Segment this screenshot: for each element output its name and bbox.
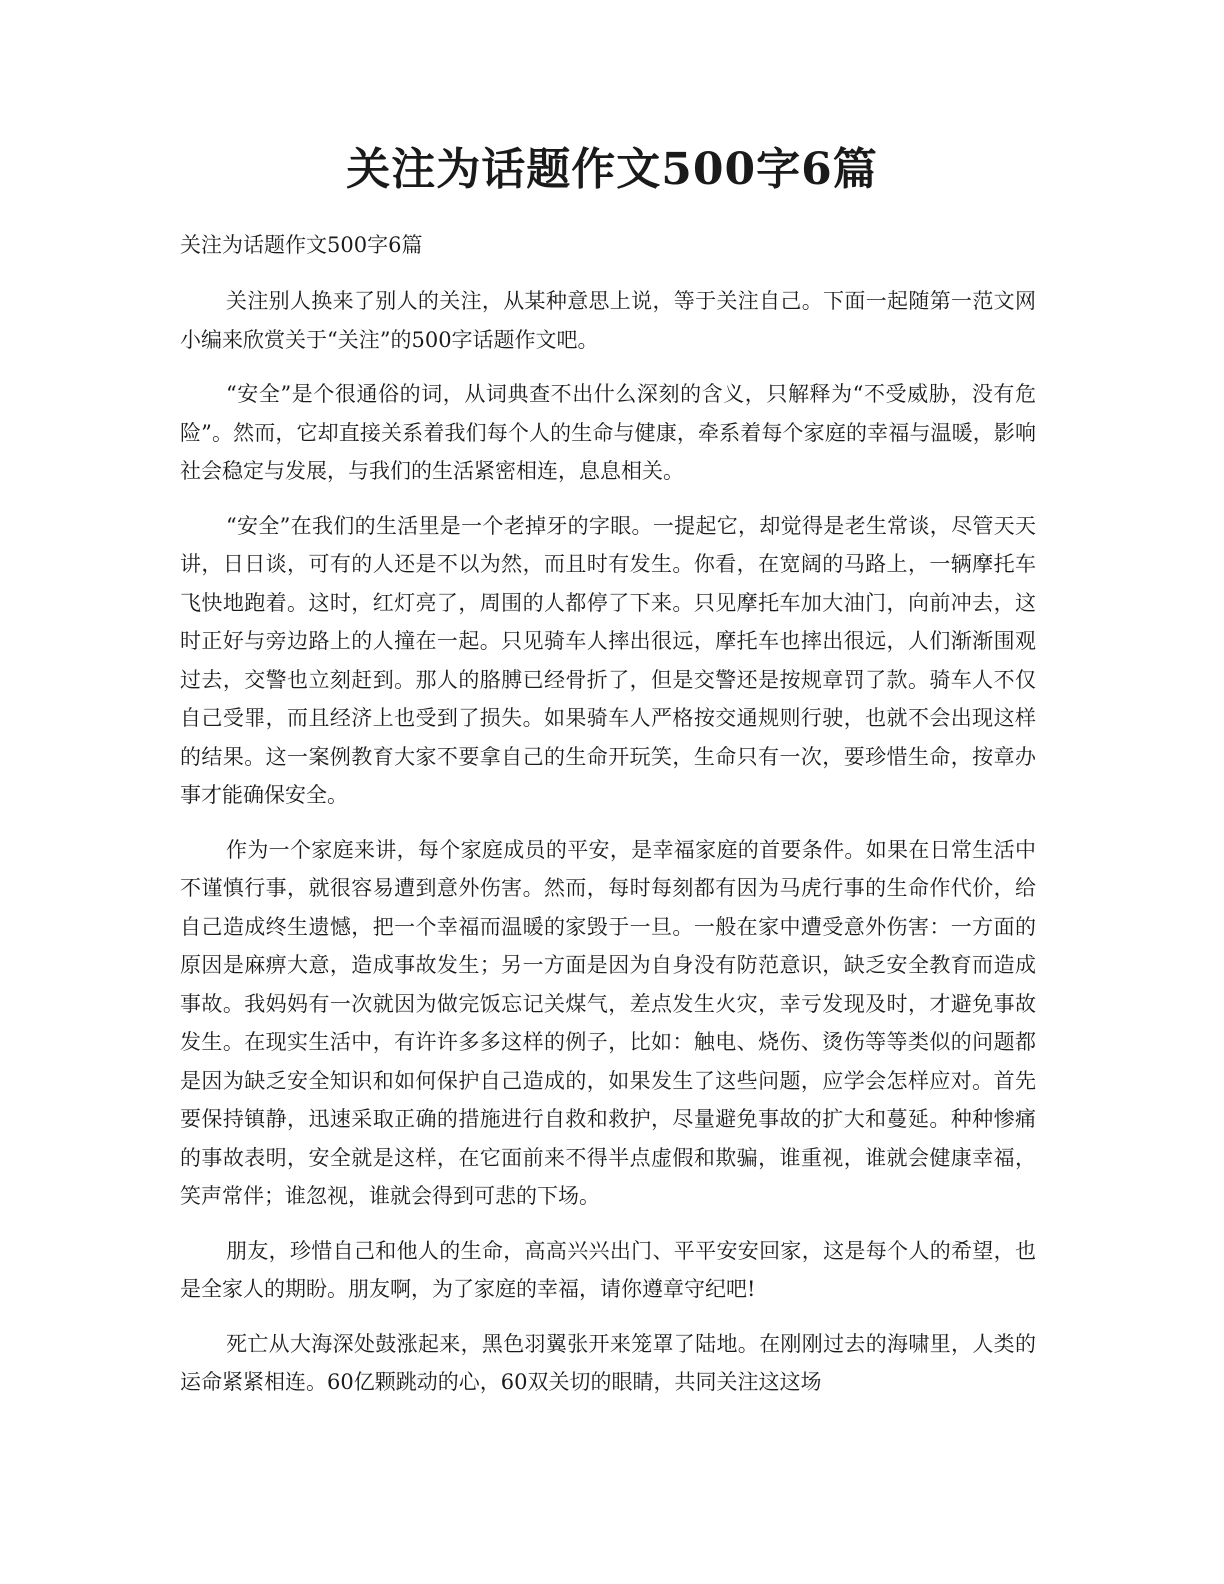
document-subtitle: 关注为话题作文500字6篇 [180, 233, 423, 257]
paragraph-safety-definition: “安全”是个很通俗的词，从词典查不出什么深刻的含义，只解释为“不受威胁，没有危险”。然而，它却直接关系着我们每个人的生命与健康，牵系着每个家庭的幸福与温暖，影响社会稳定与发展，与我们的生活紧密相连，息息相关。 [180, 382, 1036, 483]
paragraph-intro: 关注别人换来了别人的关注，从某种意思上说，等于关注自己。下面一起随第一范文网小编来欣赏关于“关注”的500字话题作文吧。 [180, 289, 1036, 352]
paragraph-family-safety: 作为一个家庭来讲，每个家庭成员的平安，是幸福家庭的首要条件。如果在日常生活中不谨慎行事，就很容易遭到意外伤害。然而，每时每刻都有因为马虎行事的生命作代价，给自己造成终生遗憾，把一个幸福而温暖的家毁于一旦。一般在家中遭受意外伤害：一方面的原因是麻痹大意，造成事故发生；另一方面是因为自身没有防范意识，缺乏安全教育而造成事故。我妈妈有一次就因为做完饭忘记关煤气，差点发生火灾，幸亏发现及时，才避免事故发生。在现实生活中，有许许多多这样的例子，比如：触电、烧伤、烫伤等等类似的问题都是因为缺乏安全知识和如何保护自己造成的，如果发生了这些问题，应学会怎样应对。首先要保持镇静，迅速采取正确的措施进行自救和救护，尽量避免事故的扩大和蔓延。种种惨痛的事故表明，安全就是这样，在它面前来不得半点虚假和欺骗，谁重视，谁就会健康幸福，笑声常伴；谁忽视，谁就会得到可悲的下场。 [180, 837, 1036, 1208]
document-body [180, 282, 1036, 1418]
document-title: 关注为话题作文500字6篇 [346, 144, 878, 195]
paragraph-traffic-story: “安全”在我们的生活里是一个老掉牙的字眼。一提起它，却觉得是老生常谈，尽管天天讲，日日谈，可有的人还是不以为然，而且时有发生。你看，在宽阔的马路上，一辆摩托车飞快地跑着。这时，红灯亮了，周围的人都停了下来。只见摩托车加大油门，向前冲去，这时正好与旁边路上的人撞在一起。只见骑车人摔出很远，摩托车也摔出很远，人们渐渐围观过去，交警也立刻赶到。那人的胳膊已经骨折了，但是交警还是按规章罚了款。骑车人不仅自己受罪，而且经济上也受到了损失。如果骑车人严格按交通规则行驶，也就不会出现这样的结果。这一案例教育大家不要拿自己的生命开玩笑，生命只有一次，要珍惜生命，按章办事才能确保安全。 [180, 513, 1036, 807]
paragraph-appeal: 朋友，珍惜自己和他人的生命，高高兴兴出门、平平安安回家，这是每个人的希望，也是全家人的期盼。朋友啊，为了家庭的幸福，请你遵章守纪吧! [180, 1238, 1036, 1301]
paragraph-tsunami: 死亡从大海深处鼓涨起来，黑色羽翼张开来笼罩了陆地。在刚刚过去的海啸里，人类的运命紧紧相连。60亿颗跳动的心，60双关切的眼睛，共同关注这这场 [180, 1331, 1036, 1394]
